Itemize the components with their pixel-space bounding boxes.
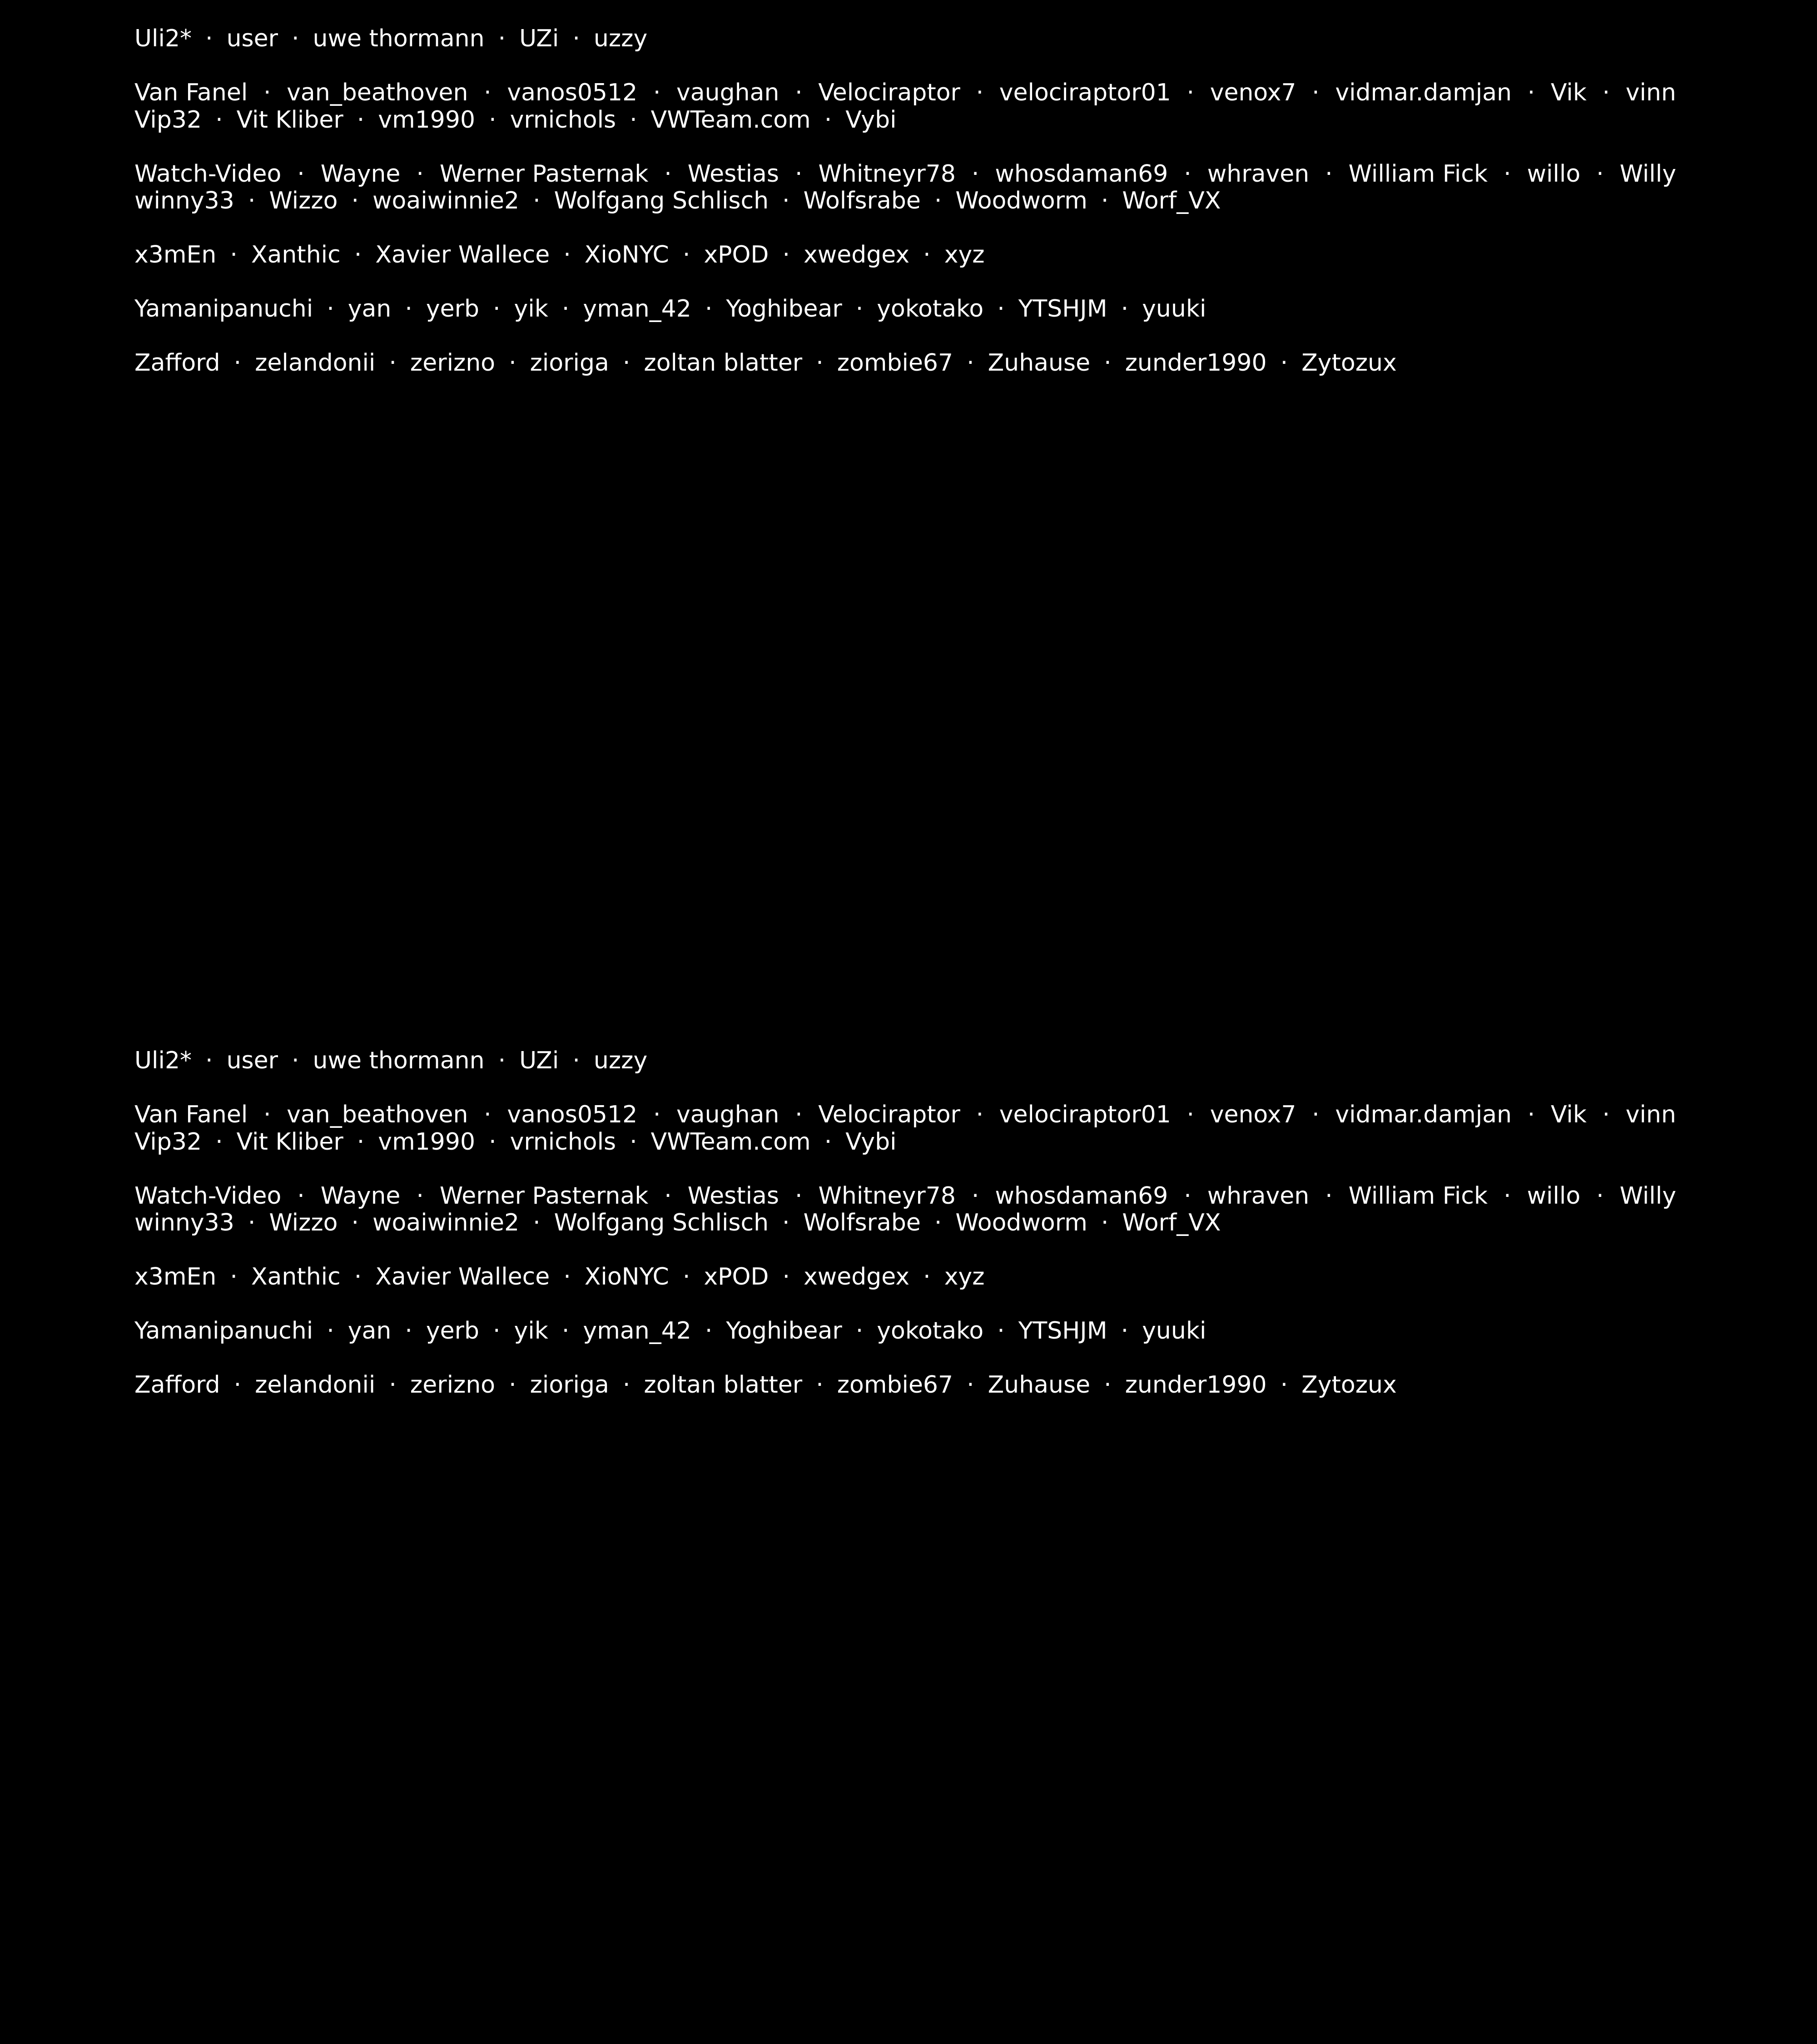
credit-name: Yamanipanuchi	[134, 295, 313, 322]
credit-name: Wolfsrabe	[803, 1209, 921, 1236]
credit-name: x3mEn	[134, 241, 217, 268]
credit-name: vanos0512	[507, 1101, 638, 1128]
separator-dot: ·	[630, 106, 637, 134]
credits-line	[134, 1101, 1676, 1129]
credit-name: Xanthic	[251, 1263, 341, 1290]
credits-block-bottom	[134, 1047, 1676, 1426]
separator-dot: ·	[653, 1101, 661, 1128]
credit-name: VWTeam.com	[650, 106, 811, 134]
credit-name: zerizno	[410, 349, 496, 377]
separator-dot: ·	[1325, 1182, 1333, 1210]
credit-name: whraven	[1207, 160, 1310, 188]
credit-name: Whitneyr78	[818, 160, 956, 188]
separator-dot: ·	[1280, 1371, 1288, 1399]
credit-name: Wizzo	[269, 187, 338, 214]
credits-line	[134, 161, 1676, 188]
separator-dot: ·	[782, 241, 790, 268]
credit-name: venox7	[1210, 1101, 1296, 1128]
credit-name: Willy	[1619, 1182, 1676, 1210]
separator-dot: ·	[533, 1209, 541, 1236]
credits-line	[134, 296, 1676, 323]
credit-name: whosdaman69	[995, 1182, 1168, 1210]
separator-dot: ·	[1104, 349, 1112, 377]
credit-name: Vik	[1550, 1101, 1587, 1128]
separator-dot: ·	[1596, 1182, 1604, 1210]
separator-dot: ·	[630, 1128, 637, 1156]
separator-dot: ·	[205, 1047, 213, 1074]
credit-name: vrnichols	[510, 106, 616, 134]
credits-line	[134, 1183, 1676, 1210]
separator-dot: ·	[967, 349, 974, 377]
separator-dot: ·	[561, 1317, 570, 1344]
separator-dot: ·	[976, 79, 984, 106]
credit-name: Wolfgang Schlisch	[554, 1209, 769, 1236]
credit-name: Xanthic	[251, 241, 341, 268]
separator-dot: ·	[416, 160, 424, 188]
credit-name: Vik	[1550, 79, 1587, 106]
separator-dot: ·	[664, 160, 672, 188]
separator-dot: ·	[1602, 1101, 1610, 1128]
credit-name: Wolfsrabe	[803, 187, 921, 214]
credit-name: yman_42	[583, 1317, 691, 1344]
credit-name: Van Fanel	[134, 1101, 248, 1128]
credit-name: Xavier Wallece	[375, 241, 550, 268]
credit-name: Watch-Video	[134, 1182, 282, 1210]
credits-group-y	[134, 1318, 1676, 1345]
credit-name: Zytozux	[1301, 1371, 1397, 1399]
credit-name: yik	[514, 1317, 548, 1344]
credit-name: Whitneyr78	[818, 1182, 956, 1210]
credit-name: Wizzo	[269, 1209, 338, 1236]
separator-dot: ·	[794, 1182, 803, 1210]
credits-group-v	[134, 79, 1676, 134]
separator-dot: ·	[664, 1182, 672, 1210]
separator-dot: ·	[997, 295, 1005, 322]
credit-name: XioNYC	[584, 241, 669, 268]
separator-dot: ·	[795, 79, 803, 106]
credit-name: Willy	[1619, 160, 1676, 188]
separator-dot: ·	[1121, 295, 1129, 322]
credit-name: vidmar.damjan	[1335, 79, 1512, 106]
credits-line	[134, 107, 1676, 134]
separator-dot: ·	[215, 106, 223, 134]
separator-dot: ·	[1101, 187, 1109, 214]
credit-name: van_beathoven	[287, 1101, 468, 1128]
credit-name: yman_42	[583, 295, 691, 322]
credits-line	[134, 1264, 1676, 1291]
credits-group-z	[134, 1372, 1676, 1399]
credits-group-w	[134, 161, 1676, 215]
credit-name: xPOD	[704, 241, 769, 268]
credit-name: Worf_VX	[1122, 187, 1221, 214]
credit-name: Velociraptor	[818, 1101, 960, 1128]
separator-dot: ·	[653, 79, 661, 106]
separator-dot: ·	[509, 349, 516, 377]
separator-dot: ·	[682, 1263, 690, 1290]
credits-line	[134, 350, 1676, 377]
separator-dot: ·	[622, 349, 630, 377]
separator-dot: ·	[493, 1317, 501, 1344]
credit-name: Vit Kliber	[236, 1128, 343, 1156]
credit-name: Woodworm	[955, 1209, 1087, 1236]
separator-dot: ·	[357, 1128, 365, 1156]
separator-dot: ·	[533, 187, 541, 214]
separator-dot: ·	[248, 187, 256, 214]
credit-name: Werner Pasternak	[439, 1182, 649, 1210]
credits-line	[134, 1129, 1676, 1156]
separator-dot: ·	[233, 1371, 242, 1399]
separator-dot: ·	[1527, 1101, 1535, 1128]
separator-dot: ·	[405, 295, 412, 322]
separator-dot: ·	[292, 25, 299, 52]
separator-dot: ·	[230, 1263, 238, 1290]
credits-line	[134, 1372, 1676, 1399]
credit-name: zioriga	[530, 349, 609, 377]
credit-name: yik	[514, 295, 548, 322]
credit-name: yuuki	[1142, 295, 1206, 322]
credit-name: user	[226, 1047, 278, 1074]
credit-name: Vip32	[134, 106, 202, 134]
credit-name: VWTeam.com	[650, 1128, 811, 1156]
separator-dot: ·	[997, 1317, 1005, 1344]
credits-line	[134, 1210, 1676, 1237]
separator-dot: ·	[263, 79, 271, 106]
credit-name: zoltan blatter	[644, 1371, 803, 1399]
credit-name: yokotako	[877, 295, 984, 322]
credit-name: Vip32	[134, 1128, 202, 1156]
credit-name: xwedgex	[803, 241, 910, 268]
credit-name: Vybi	[845, 1128, 897, 1156]
separator-dot: ·	[351, 1209, 359, 1236]
separator-dot: ·	[405, 1317, 412, 1344]
separator-dot: ·	[855, 1317, 864, 1344]
separator-dot: ·	[1184, 160, 1191, 188]
separator-dot: ·	[248, 1209, 256, 1236]
separator-dot: ·	[297, 160, 305, 188]
separator-dot: ·	[795, 1101, 803, 1128]
separator-dot: ·	[297, 1182, 305, 1210]
separator-dot: ·	[1312, 1101, 1320, 1128]
credits-line	[134, 188, 1676, 215]
separator-dot: ·	[682, 241, 690, 268]
separator-dot: ·	[923, 1263, 931, 1290]
separator-dot: ·	[824, 1128, 832, 1156]
separator-dot: ·	[489, 106, 496, 134]
separator-dot: ·	[1596, 160, 1604, 188]
separator-dot: ·	[498, 1047, 506, 1074]
credit-name: UZi	[519, 25, 559, 52]
separator-dot: ·	[816, 349, 824, 377]
separator-dot: ·	[1602, 79, 1610, 106]
separator-dot: ·	[416, 1182, 424, 1210]
separator-dot: ·	[855, 295, 864, 322]
credit-name: winny33	[134, 187, 234, 214]
separator-dot: ·	[1325, 160, 1333, 188]
credits-group-u	[134, 25, 1676, 53]
credit-name: uzzy	[593, 25, 648, 52]
separator-dot: ·	[705, 1317, 713, 1344]
credit-name: Van Fanel	[134, 79, 248, 106]
separator-dot: ·	[484, 1101, 491, 1128]
credit-name: venox7	[1210, 79, 1296, 106]
credit-name: vinn	[1625, 1101, 1676, 1128]
separator-dot: ·	[351, 187, 359, 214]
credits-line	[134, 1047, 1676, 1075]
separator-dot: ·	[233, 349, 242, 377]
separator-dot: ·	[563, 241, 571, 268]
separator-dot: ·	[489, 1128, 496, 1156]
credit-name: velociraptor01	[999, 79, 1171, 106]
credit-name: Velociraptor	[818, 79, 960, 106]
separator-dot: ·	[705, 295, 713, 322]
credit-name: zunder1990	[1125, 1371, 1267, 1399]
separator-dot: ·	[563, 1263, 571, 1290]
separator-dot: ·	[509, 1371, 516, 1399]
separator-dot: ·	[498, 25, 506, 52]
separator-dot: ·	[292, 1047, 299, 1074]
separator-dot: ·	[622, 1371, 630, 1399]
separator-dot: ·	[816, 1371, 824, 1399]
separator-dot: ·	[263, 1101, 271, 1128]
credit-name: zioriga	[530, 1371, 609, 1399]
separator-dot: ·	[824, 106, 832, 134]
credit-name: YTSHJM	[1018, 295, 1107, 322]
credits-group-w	[134, 1183, 1676, 1237]
credit-name: Zafford	[134, 349, 220, 377]
credit-name: vanos0512	[507, 79, 638, 106]
credit-name: Vybi	[845, 106, 897, 134]
credit-name: Uli2*	[134, 25, 192, 52]
credit-name: woaiwinnie2	[372, 1209, 520, 1236]
credit-name: zombie67	[837, 349, 953, 377]
credit-name: willo	[1527, 160, 1581, 188]
credit-name: Zuhause	[988, 1371, 1091, 1399]
credit-name: zelandonii	[255, 1371, 376, 1399]
credit-name: Westias	[687, 160, 779, 188]
credit-name: vaughan	[676, 79, 779, 106]
credit-name: Yoghibear	[726, 295, 842, 322]
credit-name: Zuhause	[988, 349, 1091, 377]
credits-group-u	[134, 1047, 1676, 1075]
credit-name: xwedgex	[803, 1263, 910, 1290]
credit-name: Worf_VX	[1122, 1209, 1221, 1236]
separator-dot: ·	[484, 79, 491, 106]
separator-dot: ·	[1121, 1317, 1129, 1344]
separator-dot: ·	[782, 1209, 790, 1236]
credit-name: willo	[1527, 1182, 1581, 1210]
separator-dot: ·	[205, 25, 213, 52]
separator-dot: ·	[327, 1317, 334, 1344]
separator-dot: ·	[354, 241, 362, 268]
credit-name: whraven	[1207, 1182, 1310, 1210]
separator-dot: ·	[782, 187, 790, 214]
credit-name: vinn	[1625, 79, 1676, 106]
credit-name: William Fick	[1348, 1182, 1488, 1210]
credit-name: xyz	[944, 241, 985, 268]
credit-name: vrnichols	[510, 1128, 616, 1156]
credit-name: x3mEn	[134, 1263, 217, 1290]
separator-dot: ·	[389, 349, 397, 377]
credit-name: uwe thormann	[313, 1047, 485, 1074]
separator-dot: ·	[572, 1047, 580, 1074]
separator-dot: ·	[934, 187, 942, 214]
credit-name: Westias	[687, 1182, 779, 1210]
separator-dot: ·	[327, 295, 334, 322]
separator-dot: ·	[493, 295, 501, 322]
credit-name: Wayne	[320, 160, 401, 188]
credit-name: xyz	[944, 1263, 985, 1290]
separator-dot: ·	[1503, 160, 1511, 188]
separator-dot: ·	[1187, 1101, 1195, 1128]
separator-dot: ·	[357, 106, 365, 134]
credit-name: Zafford	[134, 1371, 220, 1399]
separator-dot: ·	[1187, 79, 1195, 106]
credit-name: velociraptor01	[999, 1101, 1171, 1128]
credit-name: Xavier Wallece	[375, 1263, 550, 1290]
credits-group-y	[134, 296, 1676, 323]
credit-name: yuuki	[1142, 1317, 1206, 1344]
credit-name: winny33	[134, 1209, 234, 1236]
separator-dot: ·	[794, 160, 803, 188]
credit-name: Vit Kliber	[236, 106, 343, 134]
credit-name: zombie67	[837, 1371, 953, 1399]
separator-dot: ·	[1312, 79, 1320, 106]
credit-name: Woodworm	[955, 187, 1087, 214]
separator-dot: ·	[572, 25, 580, 52]
credits-line	[134, 79, 1676, 107]
separator-dot: ·	[967, 1371, 974, 1399]
credits-group-v	[134, 1101, 1676, 1156]
credit-name: William Fick	[1348, 160, 1488, 188]
credit-name: yan	[348, 1317, 392, 1344]
credit-name: woaiwinnie2	[372, 187, 520, 214]
credit-name: vm1990	[378, 1128, 476, 1156]
credits-line	[134, 1318, 1676, 1345]
credit-name: Watch-Video	[134, 160, 282, 188]
separator-dot: ·	[215, 1128, 223, 1156]
credits-group-x	[134, 1264, 1676, 1291]
credit-name: xPOD	[704, 1263, 769, 1290]
credit-name: YTSHJM	[1018, 1317, 1107, 1344]
credit-name: zunder1990	[1125, 349, 1267, 377]
credit-name: user	[226, 25, 278, 52]
separator-dot: ·	[971, 1182, 979, 1210]
credits-line	[134, 242, 1676, 269]
credit-name: yerb	[426, 1317, 480, 1344]
credit-name: UZi	[519, 1047, 559, 1074]
separator-dot: ·	[1280, 349, 1288, 377]
separator-dot: ·	[389, 1371, 397, 1399]
separator-dot: ·	[1101, 1209, 1109, 1236]
separator-dot: ·	[1527, 79, 1535, 106]
credit-name: yerb	[426, 295, 480, 322]
credit-name: XioNYC	[584, 1263, 669, 1290]
credit-name: van_beathoven	[287, 79, 468, 106]
credits-group-z	[134, 350, 1676, 377]
credit-name: vaughan	[676, 1101, 779, 1128]
separator-dot: ·	[923, 241, 931, 268]
credit-name: vm1990	[378, 106, 476, 134]
credits-line	[134, 25, 1676, 53]
credit-name: Yamanipanuchi	[134, 1317, 313, 1344]
separator-dot: ·	[1503, 1182, 1511, 1210]
separator-dot: ·	[971, 160, 979, 188]
separator-dot: ·	[230, 241, 238, 268]
credit-name: whosdaman69	[995, 160, 1168, 188]
separator-dot: ·	[561, 295, 570, 322]
separator-dot: ·	[976, 1101, 984, 1128]
separator-dot: ·	[934, 1209, 942, 1236]
credit-name: vidmar.damjan	[1335, 1101, 1512, 1128]
credit-name: zelandonii	[255, 349, 376, 377]
credit-name: zerizno	[410, 1371, 496, 1399]
credit-name: Zytozux	[1301, 349, 1397, 377]
credit-name: Werner Pasternak	[439, 160, 649, 188]
credit-name: uwe thormann	[313, 25, 485, 52]
credit-name: Wayne	[320, 1182, 401, 1210]
credit-name: yokotako	[877, 1317, 984, 1344]
credit-name: zoltan blatter	[644, 349, 803, 377]
credit-name: Uli2*	[134, 1047, 192, 1074]
separator-dot: ·	[782, 1263, 790, 1290]
credit-name: uzzy	[593, 1047, 648, 1074]
credits-block-top	[134, 25, 1676, 404]
credits-group-x	[134, 242, 1676, 269]
credit-name: Wolfgang Schlisch	[554, 187, 769, 214]
separator-dot: ·	[1184, 1182, 1191, 1210]
credit-name: yan	[348, 295, 392, 322]
separator-dot: ·	[354, 1263, 362, 1290]
separator-dot: ·	[1104, 1371, 1112, 1399]
credit-name: Yoghibear	[726, 1317, 842, 1344]
